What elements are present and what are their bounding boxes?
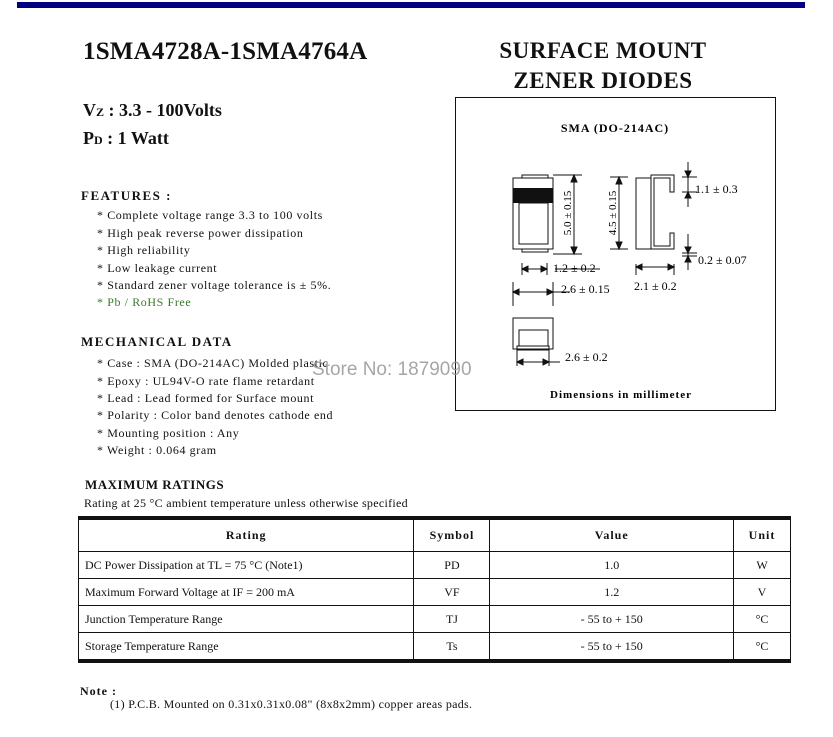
cell-rating: Storage Temperature Range — [79, 633, 414, 662]
top-view-outline — [513, 175, 553, 252]
bottom-view-outline — [513, 318, 553, 350]
cell-rating: Maximum Forward Voltage at IF = 200 mA — [79, 579, 414, 606]
note-heading: Note : — [80, 684, 117, 698]
side-view-outline — [636, 175, 674, 249]
cell-unit: V — [734, 579, 791, 606]
table-row — [79, 579, 791, 606]
cell-unit: °C — [734, 606, 791, 633]
mechanical-heading: MECHANICAL DATA — [81, 334, 233, 349]
col-symbol: Symbol — [414, 518, 490, 552]
cell-rating: DC Power Dissipation at TL = 75 °C (Note1) — [79, 552, 414, 579]
dimensions-caption: Dimensions in millimeter — [550, 389, 692, 401]
feature-item: * Standard zener voltage tolerance is ± 5%. — [97, 278, 332, 292]
cell-symbol: TJ — [414, 606, 490, 633]
cell-rating: Junction Temperature Range — [79, 606, 414, 633]
mechanical-item: * Weight : 0.064 gram — [97, 443, 217, 457]
dim-side-height: 4.5 ± 0.15 — [607, 190, 619, 236]
col-rating: Rating — [79, 518, 414, 552]
table-row — [79, 606, 791, 633]
cell-symbol: Ts — [414, 633, 490, 662]
part-number-title: 1SMA4728A-1SMA4764A — [83, 38, 368, 65]
dim-lead-top: 1.1 ± 0.3 — [695, 182, 738, 196]
cell-symbol: PD — [414, 552, 490, 579]
dim-bottom: 2.6 ± 0.2 — [565, 350, 608, 364]
table-row — [79, 633, 791, 662]
feature-item: * Low leakage current — [97, 260, 218, 275]
dim-side-width: 2.1 ± 0.2 — [634, 279, 677, 293]
mechanical-item: * Lead : Lead formed for Surface mount — [97, 391, 315, 405]
cell-value: 1.0 — [490, 552, 734, 579]
subtitle-line-2: ZENER DIODES — [513, 68, 693, 93]
cell-unit: W — [734, 552, 791, 579]
subtitle-line-1: SURFACE MOUNT — [499, 38, 707, 63]
cathode-band — [513, 188, 553, 203]
vz-subscript: Z — [96, 105, 105, 119]
mechanical-item: * Mounting position : Any — [97, 425, 240, 440]
dim-band: 1.2 ± 0.2 — [553, 261, 596, 275]
cell-value: - 55 to + 150 — [490, 606, 734, 633]
mechanical-item: * Case : SMA (DO-214AC) Molded plastic — [97, 356, 329, 370]
cell-value: - 55 to + 150 — [490, 633, 734, 662]
cell-symbol: VF — [414, 579, 490, 606]
package-title: SMA (DO-214AC) — [560, 121, 670, 135]
ratings-table — [78, 516, 791, 663]
pd-symbol: P — [83, 128, 94, 148]
cell-value: 1.2 — [490, 579, 734, 606]
table-row — [79, 552, 791, 579]
col-unit: Unit — [734, 518, 791, 552]
mechanical-item: * Polarity : Color band denotes cathode end — [97, 408, 334, 422]
cell-unit: °C — [734, 633, 791, 662]
ratings-heading: MAXIMUM RATINGS — [85, 477, 225, 492]
dim-width: 2.6 ± 0.15 — [561, 282, 610, 296]
feature-item: * High peak reverse power dissipation — [97, 225, 304, 240]
features-heading: FEATURES : — [81, 188, 172, 203]
pd-subscript: D — [94, 133, 103, 147]
feature-item: * Complete voltage range 3.3 to 100 volts — [97, 208, 323, 222]
table-header-row — [79, 518, 791, 552]
mechanical-item: * Epoxy : UL94V-O rate flame retardant — [97, 373, 315, 388]
ratings-subheading: Rating at 25 °C ambient temperature unless otherwise specified — [84, 496, 408, 510]
dim-lead-thickness: 0.2 ± 0.07 — [698, 253, 747, 267]
dim-body-height: 5.0 ± 0.15 — [562, 190, 574, 236]
note-text: (1) P.C.B. Mounted on 0.31x0.31x0.08" (8x8x2mm) copper areas pads. — [110, 697, 473, 711]
store-watermark: Store No: 1879090 — [312, 359, 472, 380]
feature-item: * High reliability — [97, 243, 191, 257]
feature-item-rohs: * Pb / RoHS Free — [97, 295, 192, 309]
vz-symbol: V — [83, 100, 96, 120]
vz-value: : 3.3 - 100Volts — [108, 100, 222, 120]
pd-value: : 1 Watt — [107, 128, 169, 148]
col-value: Value — [490, 518, 734, 552]
